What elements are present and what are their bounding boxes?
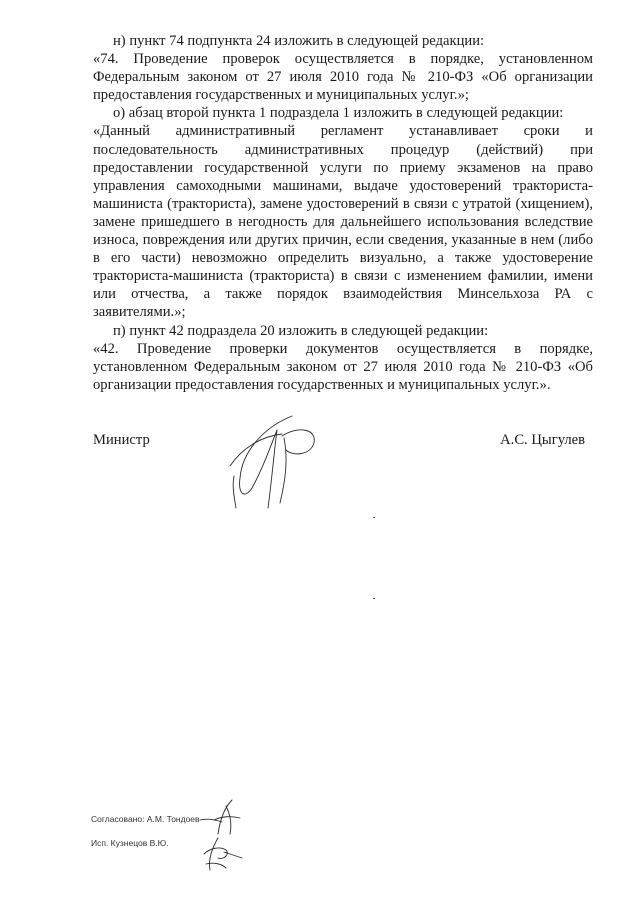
approval-initials (196, 798, 246, 838)
executor-initials (196, 834, 246, 874)
paragraph-o-quote: «Данный административный регламент устанавливает сроки и последовательность административных процедур (действий) при предоставлении государственной услуги по приему экзаменов на право управления самоходными машинами, выдаче удостоверений тракториста-машиниста (тракториста), замене удостоверений в связи с утратой (хищением), замене пришедшего в негодность для дальнейшего использования вследствие износа, повреждения или других причин, если сведения, указанные в нем (либо в его части) невозможно определить визуально, а также удостоверение тракториста-машиниста (тракториста) в связи с изменением фамилии, имени или отчества, а также порядок взаимодействия Минсельхоза РА с заявителями.»; (93, 123, 593, 321)
paragraph-n-quote: «74. Проведение проверок осуществляется в порядке, установленном Федеральным законом от 27 июля 2010 года № 210-ФЗ «Об организации предоставления государственных и муниципальных услуг.»; (93, 51, 593, 104)
paragraph-p-quote: «42. Проведение проверки документов осуществляется в порядке, установленном Федеральным законом от 27 июля 2010 года № 210-ФЗ «Об организации предоставления государственных и муниципальных услуг.». (93, 340, 593, 393)
scan-speck (373, 517, 375, 518)
signatory-name: А.С. Цыгулев (500, 432, 585, 448)
scan-speck (373, 598, 375, 599)
approval-note: Согласовано: А.М. Тондоев (91, 814, 200, 824)
document-body (93, 32, 593, 394)
paragraph-n: н) пункт 74 подпункта 24 изложить в следующей редакции: (113, 33, 485, 49)
minister-signature (222, 408, 332, 518)
signatory-title: Министр (93, 432, 150, 448)
paragraph-o: о) абзац второй пункта 1 подраздела 1 изложить в следующей редакции: (113, 105, 564, 122)
paragraph-p: п) пункт 42 подраздела 20 изложить в следующей редакции: (113, 322, 489, 339)
executor-note: Исп. Кузнецов В.Ю. (91, 838, 169, 848)
signature-row (93, 432, 593, 454)
